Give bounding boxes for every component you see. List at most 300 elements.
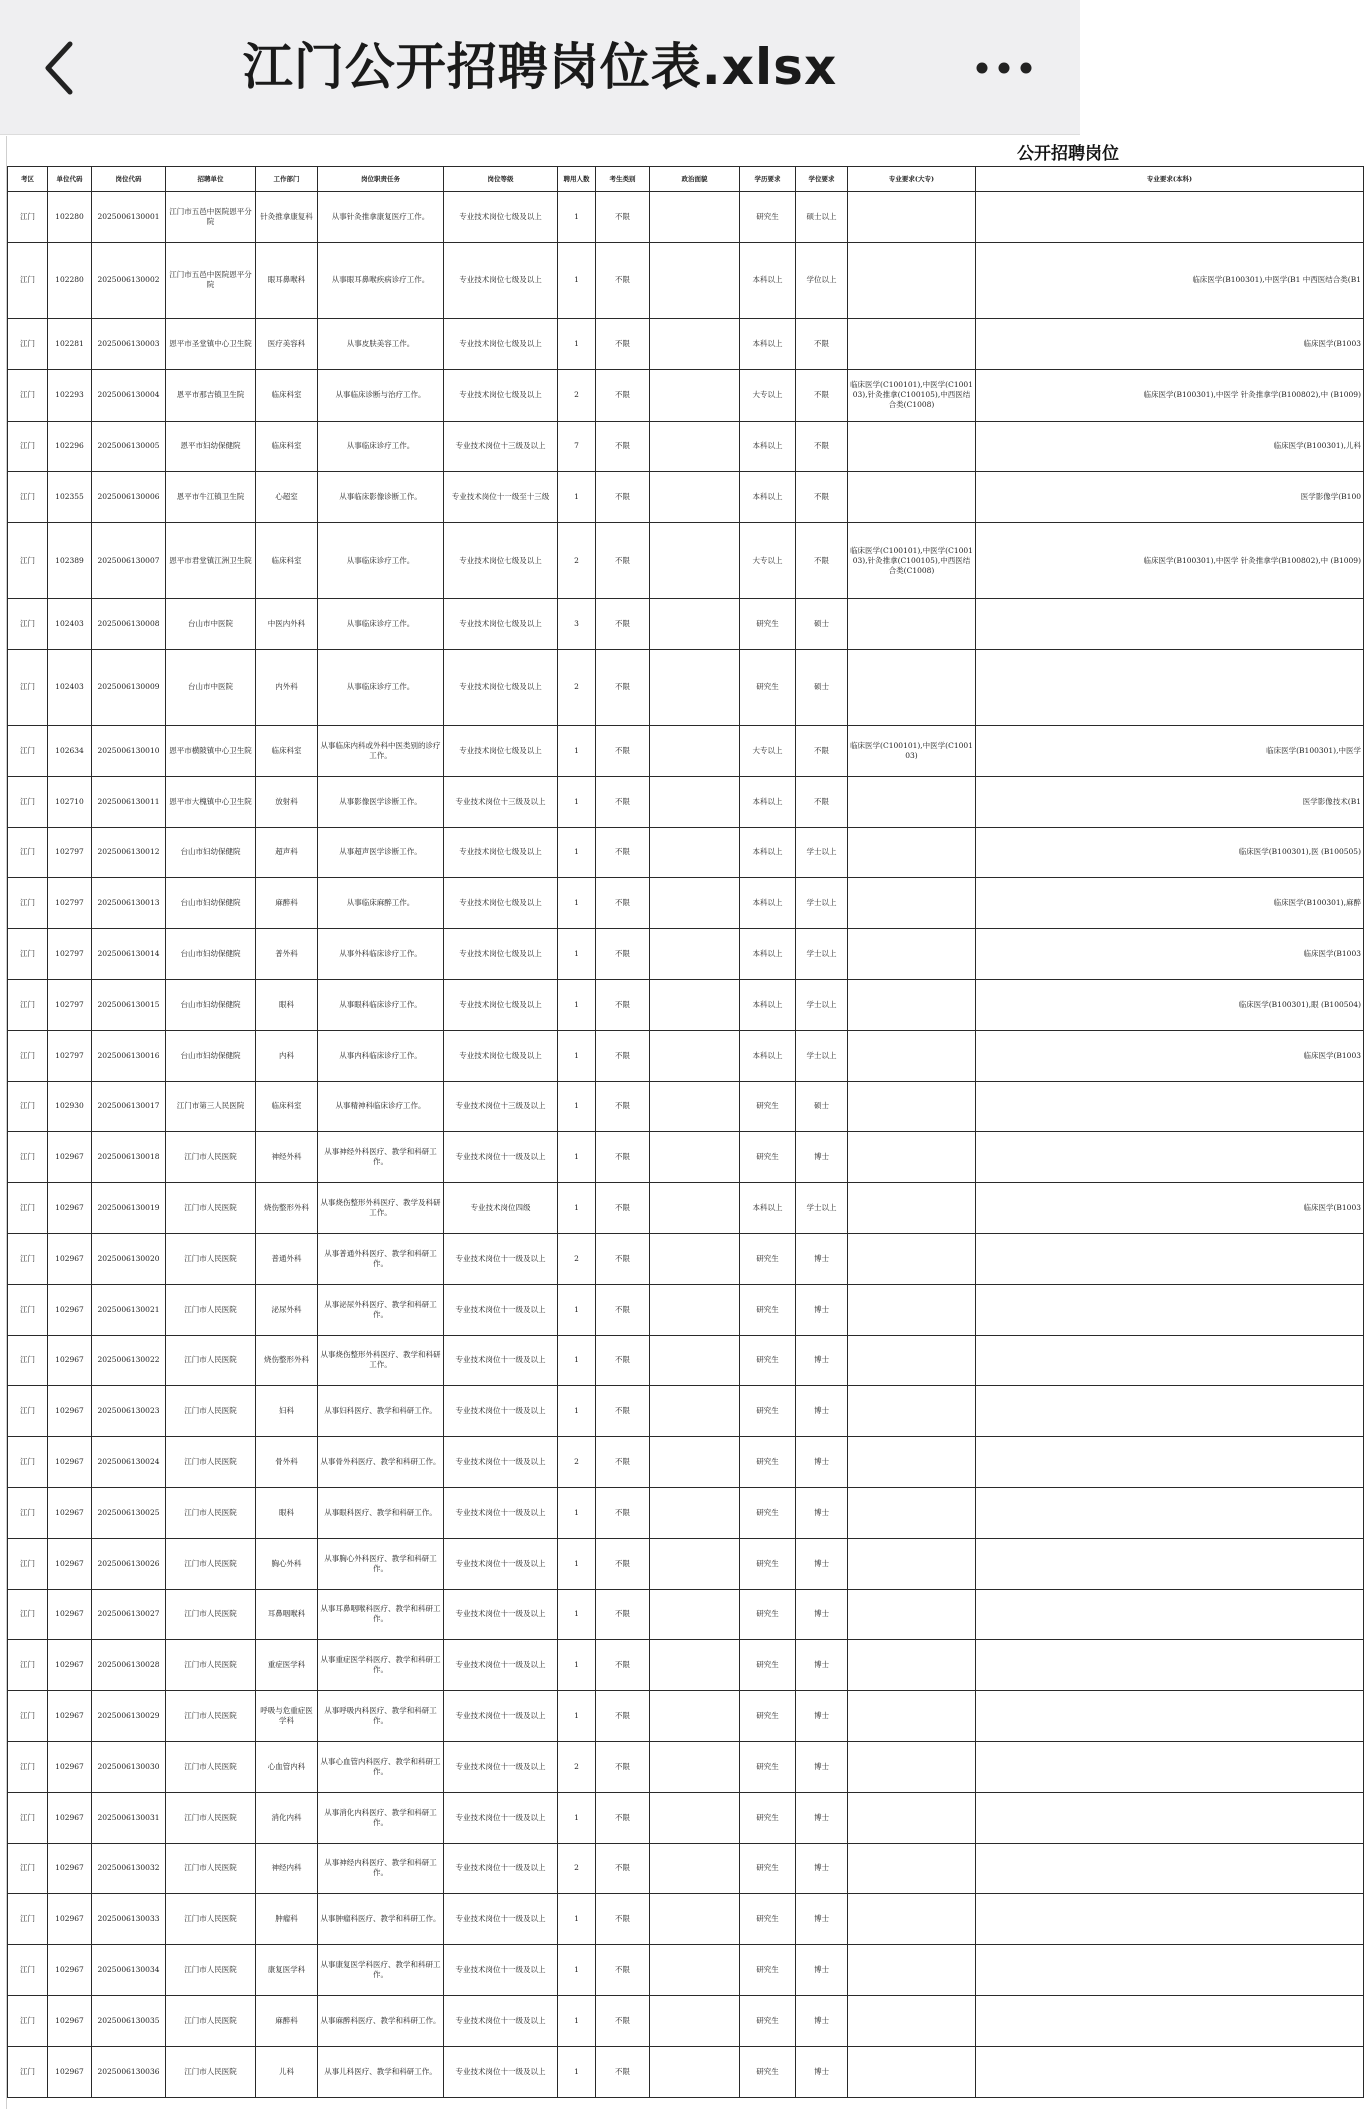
table-cell[interactable] <box>976 1132 1364 1183</box>
table-cell[interactable]: 102389 <box>48 523 92 599</box>
table-cell[interactable]: 102967 <box>48 1995 92 2046</box>
table-cell[interactable]: 博士 <box>796 1589 848 1640</box>
table-cell[interactable] <box>848 1081 976 1132</box>
table-row[interactable] <box>8 1487 1364 1538</box>
table-cell[interactable]: 胸心外科 <box>256 1538 318 1589</box>
table-cell[interactable]: 江门 <box>8 1792 48 1843</box>
table-cell[interactable]: 研究生 <box>740 599 796 650</box>
table-cell[interactable]: 江门 <box>8 1741 48 1792</box>
table-cell[interactable]: 2 <box>558 1741 596 1792</box>
table-cell[interactable]: 中医内外科 <box>256 599 318 650</box>
table-cell[interactable]: 烧伤整形外科 <box>256 1183 318 1234</box>
table-cell[interactable] <box>976 1487 1364 1538</box>
table-cell[interactable]: 102355 <box>48 472 92 523</box>
table-cell[interactable]: 2025006130006 <box>92 472 166 523</box>
table-cell[interactable]: 临床医学(B100301),中医学(B1 中西医结合类(B1 <box>976 242 1364 318</box>
table-cell[interactable]: 江门 <box>8 725 48 776</box>
table-cell[interactable]: 专业技术岗位十一级及以上 <box>444 1284 558 1335</box>
table-cell[interactable] <box>650 523 740 599</box>
table-cell[interactable]: 102634 <box>48 725 92 776</box>
table-cell[interactable]: 专业技术岗位七级及以上 <box>444 827 558 878</box>
table-cell[interactable] <box>650 1081 740 1132</box>
table-cell[interactable]: 学士以上 <box>796 979 848 1030</box>
table-cell[interactable]: 临床科室 <box>256 421 318 472</box>
table-cell[interactable]: 博士 <box>796 1132 848 1183</box>
table-cell[interactable]: 江门 <box>8 1081 48 1132</box>
table-cell[interactable]: 硕士以上 <box>796 192 848 243</box>
table-cell[interactable]: 台山市妇幼保健院 <box>166 1030 256 1081</box>
table-cell[interactable]: 博士 <box>796 1437 848 1488</box>
table-cell[interactable]: 临床科室 <box>256 725 318 776</box>
table-cell[interactable]: 专业技术岗位十一级及以上 <box>444 1132 558 1183</box>
table-cell[interactable] <box>976 1233 1364 1284</box>
table-cell[interactable]: 江门市人民医院 <box>166 1741 256 1792</box>
table-cell[interactable]: 不限 <box>596 1132 650 1183</box>
table-cell[interactable]: 恩平市那吉镇卫生院 <box>166 369 256 421</box>
table-cell[interactable]: 江门市人民医院 <box>166 1233 256 1284</box>
table-cell[interactable]: 本科以上 <box>740 1183 796 1234</box>
table-cell[interactable]: 从事耳鼻咽喉科医疗、教学和科研工作。 <box>318 1589 444 1640</box>
table-cell[interactable] <box>848 318 976 369</box>
table-cell[interactable] <box>848 1183 976 1234</box>
table-cell[interactable] <box>650 599 740 650</box>
table-cell[interactable]: 江门市人民医院 <box>166 2046 256 2097</box>
table-cell[interactable]: 专业技术岗位十一级及以上 <box>444 1691 558 1742</box>
table-cell[interactable] <box>848 827 976 878</box>
table-cell[interactable]: 不限 <box>596 649 650 725</box>
table-cell[interactable]: 2 <box>558 1437 596 1488</box>
table-cell[interactable]: 1 <box>558 1691 596 1742</box>
table-cell[interactable]: 2025006130021 <box>92 1284 166 1335</box>
table-cell[interactable]: 江门 <box>8 1284 48 1335</box>
table-cell[interactable]: 1 <box>558 776 596 827</box>
table-cell[interactable]: 江门 <box>8 1487 48 1538</box>
table-cell[interactable]: 专业技术岗位七级及以上 <box>444 369 558 421</box>
table-cell[interactable] <box>848 878 976 929</box>
table-cell[interactable]: 江门 <box>8 1894 48 1945</box>
table-cell[interactable]: 2025006130013 <box>92 878 166 929</box>
table-cell[interactable]: 博士 <box>796 2046 848 2097</box>
table-cell[interactable]: 2025006130020 <box>92 1233 166 1284</box>
table-cell[interactable]: 专业技术岗位十一级及以上 <box>444 1945 558 1996</box>
table-cell[interactable]: 从事泌尿外科医疗、教学和科研工作。 <box>318 1284 444 1335</box>
table-cell[interactable] <box>848 1792 976 1843</box>
table-cell[interactable]: 1 <box>558 827 596 878</box>
table-cell[interactable]: 从事重症医学科医疗、教学和科研工作。 <box>318 1640 444 1691</box>
table-cell[interactable]: 从事呼吸内科医疗、教学和科研工作。 <box>318 1691 444 1742</box>
table-cell[interactable]: 不限 <box>596 192 650 243</box>
table-cell[interactable]: 临床科室 <box>256 523 318 599</box>
table-cell[interactable] <box>848 929 976 980</box>
table-cell[interactable]: 2025006130025 <box>92 1487 166 1538</box>
table-cell[interactable]: 2025006130016 <box>92 1030 166 1081</box>
table-row[interactable] <box>8 472 1364 523</box>
table-cell[interactable]: 2025006130035 <box>92 1995 166 2046</box>
table-cell[interactable]: 临床医学(C100101),中医学(C100103),针灸推拿(C100105),中西医结合类(C1008) <box>848 523 976 599</box>
table-cell[interactable]: 消化内科 <box>256 1792 318 1843</box>
table-cell[interactable]: 江门 <box>8 523 48 599</box>
table-cell[interactable]: 1 <box>558 1183 596 1234</box>
table-cell[interactable]: 硕士 <box>796 649 848 725</box>
table-cell[interactable]: 泌尿外科 <box>256 1284 318 1335</box>
table-cell[interactable]: 江门 <box>8 649 48 725</box>
table-cell[interactable]: 江门市人民医院 <box>166 1386 256 1437</box>
table-cell[interactable]: 研究生 <box>740 1386 796 1437</box>
table-cell[interactable] <box>848 1945 976 1996</box>
table-cell[interactable]: 1 <box>558 1386 596 1437</box>
table-cell[interactable] <box>976 1843 1364 1894</box>
table-cell[interactable]: 2025006130024 <box>92 1437 166 1488</box>
table-cell[interactable]: 江门 <box>8 776 48 827</box>
table-row[interactable] <box>8 2046 1364 2097</box>
table-cell[interactable]: 专业技术岗位十三级及以上 <box>444 1081 558 1132</box>
table-cell[interactable]: 眼科 <box>256 979 318 1030</box>
table-cell[interactable]: 江门市人民医院 <box>166 1843 256 1894</box>
table-cell[interactable]: 从事神经内科医疗、教学和科研工作。 <box>318 1843 444 1894</box>
table-cell[interactable]: 102967 <box>48 1691 92 1742</box>
table-cell[interactable]: 临床医学(B1003 <box>976 1183 1364 1234</box>
table-cell[interactable]: 研究生 <box>740 1741 796 1792</box>
table-cell[interactable]: 102967 <box>48 1741 92 1792</box>
table-cell[interactable]: 专业技术岗位七级及以上 <box>444 649 558 725</box>
table-cell[interactable]: 学士以上 <box>796 878 848 929</box>
table-cell[interactable]: 超声科 <box>256 827 318 878</box>
table-cell[interactable]: 从事临床影像诊断工作。 <box>318 472 444 523</box>
table-cell[interactable]: 不限 <box>596 979 650 1030</box>
table-cell[interactable]: 专业技术岗位七级及以上 <box>444 725 558 776</box>
table-cell[interactable]: 从事临床诊疗工作。 <box>318 523 444 599</box>
table-cell[interactable]: 医疗美容科 <box>256 318 318 369</box>
table-cell[interactable]: 本科以上 <box>740 421 796 472</box>
table-cell[interactable]: 不限 <box>596 318 650 369</box>
table-cell[interactable]: 102967 <box>48 1132 92 1183</box>
table-cell[interactable]: 恩平市牛江镇卫生院 <box>166 472 256 523</box>
table-cell[interactable]: 不限 <box>596 1538 650 1589</box>
table-cell[interactable]: 不限 <box>596 1843 650 1894</box>
table-cell[interactable]: 大专以上 <box>740 369 796 421</box>
table-cell[interactable]: 不限 <box>796 472 848 523</box>
table-cell[interactable]: 不限 <box>596 1640 650 1691</box>
table-cell[interactable]: 1 <box>558 1538 596 1589</box>
table-cell[interactable]: 从事烧伤整形外科医疗、教学及科研工作。 <box>318 1183 444 1234</box>
table-cell[interactable]: 康复医学科 <box>256 1945 318 1996</box>
table-cell[interactable]: 2 <box>558 523 596 599</box>
table-cell[interactable]: 本科以上 <box>740 242 796 318</box>
table-row[interactable] <box>8 1945 1364 1996</box>
table-cell[interactable]: 1 <box>558 1894 596 1945</box>
table-cell[interactable]: 专业技术岗位十一级及以上 <box>444 1538 558 1589</box>
table-cell[interactable]: 2025006130028 <box>92 1640 166 1691</box>
table-cell[interactable]: 102967 <box>48 1233 92 1284</box>
table-cell[interactable]: 博士 <box>796 1538 848 1589</box>
table-cell[interactable]: 1 <box>558 1640 596 1691</box>
table-cell[interactable] <box>650 1894 740 1945</box>
table-cell[interactable]: 江门 <box>8 929 48 980</box>
table-cell[interactable] <box>848 1437 976 1488</box>
table-cell[interactable] <box>650 1437 740 1488</box>
table-cell[interactable]: 不限 <box>596 1894 650 1945</box>
table-cell[interactable]: 1 <box>558 192 596 243</box>
table-cell[interactable] <box>848 1335 976 1386</box>
table-row[interactable] <box>8 776 1364 827</box>
table-cell[interactable]: 不限 <box>596 1741 650 1792</box>
table-cell[interactable]: 临床医学(B100301),中医学 <box>976 725 1364 776</box>
table-cell[interactable]: 神经内科 <box>256 1843 318 1894</box>
table-cell[interactable]: 江门 <box>8 1538 48 1589</box>
table-cell[interactable]: 专业技术岗位十一级及以上 <box>444 1589 558 1640</box>
table-cell[interactable]: 2025006130012 <box>92 827 166 878</box>
table-cell[interactable]: 从事康复医学科医疗、教学和科研工作。 <box>318 1945 444 1996</box>
table-cell[interactable]: 2025006130003 <box>92 318 166 369</box>
table-cell[interactable] <box>650 1843 740 1894</box>
table-cell[interactable]: 从事眼耳鼻喉疾病诊疗工作。 <box>318 242 444 318</box>
table-cell[interactable]: 1 <box>558 1487 596 1538</box>
table-cell[interactable]: 江门 <box>8 1945 48 1996</box>
table-cell[interactable]: 2025006130031 <box>92 1792 166 1843</box>
table-cell[interactable]: 不限 <box>596 1386 650 1437</box>
table-cell[interactable] <box>848 1589 976 1640</box>
table-cell[interactable]: 博士 <box>796 1335 848 1386</box>
table-cell[interactable]: 儿科 <box>256 2046 318 2097</box>
table-cell[interactable] <box>650 421 740 472</box>
table-cell[interactable]: 2025006130029 <box>92 1691 166 1742</box>
table-cell[interactable]: 本科以上 <box>740 776 796 827</box>
table-row[interactable] <box>8 878 1364 929</box>
table-cell[interactable] <box>650 1335 740 1386</box>
table-cell[interactable]: 内外科 <box>256 649 318 725</box>
table-cell[interactable]: 江门 <box>8 1640 48 1691</box>
table-row[interactable] <box>8 1233 1364 1284</box>
table-cell[interactable]: 专业技术岗位七级及以上 <box>444 929 558 980</box>
table-row[interactable] <box>8 599 1364 650</box>
table-cell[interactable]: 江门 <box>8 1437 48 1488</box>
table-cell[interactable] <box>848 1843 976 1894</box>
table-cell[interactable]: 2025006130011 <box>92 776 166 827</box>
table-cell[interactable]: 台山市妇幼保健院 <box>166 827 256 878</box>
table-cell[interactable]: 2025006130033 <box>92 1894 166 1945</box>
table-cell[interactable]: 研究生 <box>740 1945 796 1996</box>
table-cell[interactable]: 学位以上 <box>796 242 848 318</box>
table-cell[interactable]: 麻醉科 <box>256 878 318 929</box>
table-cell[interactable]: 不限 <box>596 472 650 523</box>
table-cell[interactable]: 研究生 <box>740 1843 796 1894</box>
table-cell[interactable]: 1 <box>558 1284 596 1335</box>
table-cell[interactable]: 不限 <box>596 421 650 472</box>
table-cell[interactable]: 从事临床内科或外科中医类别的诊疗工作。 <box>318 725 444 776</box>
table-cell[interactable]: 不限 <box>796 523 848 599</box>
table-cell[interactable]: 2025006130026 <box>92 1538 166 1589</box>
table-cell[interactable]: 研究生 <box>740 1233 796 1284</box>
table-cell[interactable]: 江门市人民医院 <box>166 1284 256 1335</box>
table-cell[interactable]: 内科 <box>256 1030 318 1081</box>
table-cell[interactable]: 博士 <box>796 1945 848 1996</box>
table-cell[interactable]: 博士 <box>796 1995 848 2046</box>
table-cell[interactable]: 102281 <box>48 318 92 369</box>
table-row[interactable] <box>8 1589 1364 1640</box>
table-cell[interactable]: 研究生 <box>740 1792 796 1843</box>
table-row[interactable] <box>8 1995 1364 2046</box>
table-cell[interactable]: 102967 <box>48 2046 92 2097</box>
table-cell[interactable]: 学士以上 <box>796 1030 848 1081</box>
table-cell[interactable]: 呼吸与危重症医学科 <box>256 1691 318 1742</box>
table-row[interactable] <box>8 1538 1364 1589</box>
table-cell[interactable]: 硕士 <box>796 1081 848 1132</box>
table-cell[interactable]: 专业技术岗位十一级至十三级 <box>444 472 558 523</box>
table-cell[interactable]: 102967 <box>48 1843 92 1894</box>
table-cell[interactable]: 2025006130036 <box>92 2046 166 2097</box>
table-cell[interactable]: 不限 <box>596 725 650 776</box>
table-cell[interactable]: 临床医学(C100101),中医学(C100103),针灸推拿(C100105),中西医结合类(C1008) <box>848 369 976 421</box>
table-row[interactable] <box>8 1640 1364 1691</box>
table-cell[interactable]: 1 <box>558 1589 596 1640</box>
table-cell[interactable]: 专业技术岗位四级 <box>444 1183 558 1234</box>
table-cell[interactable]: 研究生 <box>740 1691 796 1742</box>
table-cell[interactable]: 江门 <box>8 599 48 650</box>
table-cell[interactable]: 恩平市横陂镇中心卫生院 <box>166 725 256 776</box>
table-row[interactable] <box>8 1030 1364 1081</box>
table-cell[interactable] <box>650 827 740 878</box>
table-cell[interactable]: 临床医学(B100301),医 (B100505) <box>976 827 1364 878</box>
table-cell[interactable]: 研究生 <box>740 2046 796 2097</box>
table-cell[interactable]: 博士 <box>796 1386 848 1437</box>
table-cell[interactable]: 普通外科 <box>256 1233 318 1284</box>
table-cell[interactable]: 大专以上 <box>740 725 796 776</box>
table-cell[interactable]: 102967 <box>48 1284 92 1335</box>
table-cell[interactable]: 江门 <box>8 1233 48 1284</box>
table-cell[interactable]: 专业技术岗位十一级及以上 <box>444 1843 558 1894</box>
table-cell[interactable]: 2025006130022 <box>92 1335 166 1386</box>
table-cell[interactable]: 102967 <box>48 1386 92 1437</box>
table-cell[interactable] <box>650 369 740 421</box>
table-cell[interactable]: 2025006130030 <box>92 1741 166 1792</box>
table-cell[interactable]: 江门 <box>8 421 48 472</box>
table-cell[interactable]: 1 <box>558 1030 596 1081</box>
table-cell[interactable]: 102797 <box>48 827 92 878</box>
table-cell[interactable]: 1 <box>558 1792 596 1843</box>
table-cell[interactable]: 台山市中医院 <box>166 599 256 650</box>
table-cell[interactable] <box>976 649 1364 725</box>
table-cell[interactable]: 1 <box>558 929 596 980</box>
table-cell[interactable]: 博士 <box>796 1487 848 1538</box>
table-cell[interactable]: 102967 <box>48 1487 92 1538</box>
table-cell[interactable]: 从事外科临床诊疗工作。 <box>318 929 444 980</box>
table-cell[interactable] <box>848 1995 976 2046</box>
table-row[interactable] <box>8 1691 1364 1742</box>
table-row[interactable] <box>8 242 1364 318</box>
table-cell[interactable]: 江门 <box>8 2046 48 2097</box>
table-cell[interactable]: 2 <box>558 649 596 725</box>
table-cell[interactable] <box>650 1132 740 1183</box>
table-cell[interactable]: 江门 <box>8 878 48 929</box>
table-cell[interactable] <box>848 1538 976 1589</box>
table-cell[interactable] <box>650 1284 740 1335</box>
table-cell[interactable]: 肿瘤科 <box>256 1894 318 1945</box>
table-cell[interactable]: 1 <box>558 242 596 318</box>
more-horizontal-icon[interactable] <box>972 50 1036 86</box>
table-cell[interactable] <box>848 1284 976 1335</box>
table-cell[interactable] <box>650 1183 740 1234</box>
table-cell[interactable]: 从事胸心外科医疗、教学和科研工作。 <box>318 1538 444 1589</box>
table-cell[interactable]: 从事临床麻醉工作。 <box>318 878 444 929</box>
table-cell[interactable]: 研究生 <box>740 1538 796 1589</box>
table-cell[interactable]: 恩平市大槐镇中心卫生院 <box>166 776 256 827</box>
table-cell[interactable] <box>650 1386 740 1437</box>
table-cell[interactable] <box>848 1487 976 1538</box>
table-cell[interactable] <box>976 1284 1364 1335</box>
table-cell[interactable] <box>848 421 976 472</box>
table-cell[interactable]: 专业技术岗位十一级及以上 <box>444 1741 558 1792</box>
table-cell[interactable] <box>976 1945 1364 1996</box>
table-cell[interactable] <box>976 599 1364 650</box>
table-row[interactable] <box>8 827 1364 878</box>
table-cell[interactable]: 临床医学(B1003 <box>976 929 1364 980</box>
table-cell[interactable]: 专业技术岗位七级及以上 <box>444 318 558 369</box>
table-cell[interactable]: 专业技术岗位十一级及以上 <box>444 1335 558 1386</box>
table-cell[interactable] <box>848 649 976 725</box>
table-cell[interactable]: 不限 <box>596 1995 650 2046</box>
table-cell[interactable]: 江门市人民医院 <box>166 1894 256 1945</box>
table-row[interactable] <box>8 1081 1364 1132</box>
table-cell[interactable]: 102797 <box>48 1030 92 1081</box>
table-cell[interactable]: 专业技术岗位七级及以上 <box>444 878 558 929</box>
table-cell[interactable]: 临床医学(B100301),中医学 针灸推拿学(B100802),中 (B1009) <box>976 523 1364 599</box>
table-cell[interactable]: 专业技术岗位十一级及以上 <box>444 1386 558 1437</box>
table-cell[interactable]: 7 <box>558 421 596 472</box>
table-cell[interactable] <box>650 1741 740 1792</box>
table-cell[interactable]: 不限 <box>796 421 848 472</box>
table-cell[interactable]: 102967 <box>48 1640 92 1691</box>
table-cell[interactable] <box>650 1640 740 1691</box>
table-cell[interactable]: 江门市人民医院 <box>166 1437 256 1488</box>
table-cell[interactable]: 102403 <box>48 599 92 650</box>
table-cell[interactable]: 不限 <box>596 1589 650 1640</box>
table-cell[interactable]: 从事临床诊疗工作。 <box>318 421 444 472</box>
table-cell[interactable]: 神经外科 <box>256 1132 318 1183</box>
table-cell[interactable]: 临床医学(B100301),眼 (B100504) <box>976 979 1364 1030</box>
table-cell[interactable]: 不限 <box>596 878 650 929</box>
table-cell[interactable]: 耳鼻咽喉科 <box>256 1589 318 1640</box>
table-cell[interactable]: 从事临床诊疗工作。 <box>318 649 444 725</box>
table-cell[interactable]: 102967 <box>48 1945 92 1996</box>
table-cell[interactable] <box>650 929 740 980</box>
table-row[interactable] <box>8 1894 1364 1945</box>
table-cell[interactable]: 2025006130032 <box>92 1843 166 1894</box>
table-cell[interactable]: 专业技术岗位十三级及以上 <box>444 421 558 472</box>
table-cell[interactable]: 江门 <box>8 979 48 1030</box>
table-cell[interactable]: 恩平市君堂镇江洲卫生院 <box>166 523 256 599</box>
table-cell[interactable]: 研究生 <box>740 1335 796 1386</box>
table-cell[interactable]: 从事超声医学诊断工作。 <box>318 827 444 878</box>
table-cell[interactable]: 恩平市圣堂镇中心卫生院 <box>166 318 256 369</box>
table-cell[interactable]: 2025006130019 <box>92 1183 166 1234</box>
table-cell[interactable]: 骨外科 <box>256 1437 318 1488</box>
table-cell[interactable]: 眼科 <box>256 1487 318 1538</box>
table-cell[interactable]: 1 <box>558 1945 596 1996</box>
table-cell[interactable]: 医学影像技术(B1 <box>976 776 1364 827</box>
table-row[interactable] <box>8 1741 1364 1792</box>
table-cell[interactable]: 专业技术岗位七级及以上 <box>444 979 558 1030</box>
table-cell[interactable]: 1 <box>558 979 596 1030</box>
table-cell[interactable]: 从事神经外科医疗、教学和科研工作。 <box>318 1132 444 1183</box>
table-cell[interactable]: 从事眼科医疗、教学和科研工作。 <box>318 1487 444 1538</box>
table-cell[interactable]: 烧伤整形外科 <box>256 1335 318 1386</box>
table-cell[interactable] <box>848 472 976 523</box>
table-cell[interactable]: 不限 <box>596 599 650 650</box>
table-cell[interactable]: 研究生 <box>740 1640 796 1691</box>
table-cell[interactable] <box>976 1741 1364 1792</box>
table-cell[interactable]: 1 <box>558 1132 596 1183</box>
table-cell[interactable]: 本科以上 <box>740 929 796 980</box>
